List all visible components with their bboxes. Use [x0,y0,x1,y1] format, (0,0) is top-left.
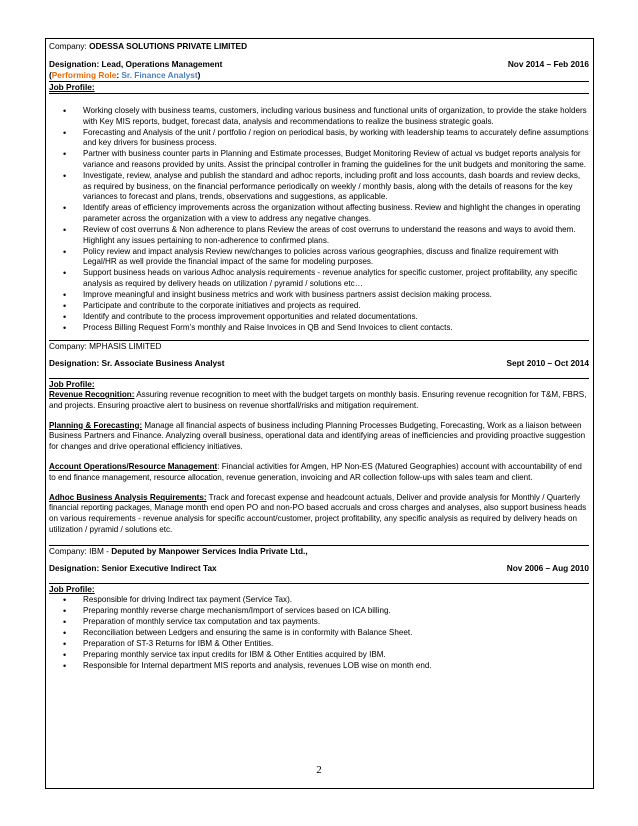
list-item: • Reconciliation between Ledgers and ensuring the same is in conformity with Balance Sheet. [83,628,589,639]
bullet-list [49,106,589,334]
list-item: • Partner with business counter parts in Planning and Estimate processes, Budget Monitoring Review of actual vs budget reports analysis for variance and reasons provided by units. Assist the principal controller in framing the guidelines for the unit budgets and monitoring the same. [83,149,589,170]
bullet-list [49,595,589,672]
list-item: • Support business heads on various Adhoc analysis requirements - revenue analytics for specific customer, project profitability, any specific analysis as required by delivery heads on utilization / pyramid / solutions etc… [83,268,589,289]
list-item: • Preparation of monthly service tax computation and tax payments. [83,617,589,628]
divider [49,93,589,94]
paragraph-heading: Revenue Recognition: [49,389,135,399]
paragraph-heading: Adhoc Business Analysis Requirements: [49,492,207,502]
job-profile-heading: Job Profile: [49,82,95,92]
job-profile-heading: Job Profile: [49,378,95,389]
role-value: Sr. Finance Analyst [121,70,198,80]
experience-mphasis [49,340,589,536]
company-line [49,341,589,352]
company-line [49,41,589,52]
dates: Nov 2014 – Feb 2016 [507,59,589,69]
company-label: Company: IBM - [49,545,112,556]
list-item: • Identify areas of efficiency improvements across the organization without affecting business. Review and highlight the changes in operating parameter across the organization with a view to address any negative changes. [83,203,589,224]
list-item: • Working closely with business teams, customers, including various business and functional units of organization, to provide the stake holders with Key MIS reports, budget, forecast data, analysis and recommendations to realize the business strategic goals. [83,106,589,127]
list-item: • Improve meaningful and insight business metrics and work with business partners assist decision making process. [83,290,589,301]
experience-ibm [49,545,589,672]
designation-row [49,358,589,369]
designation-row [49,59,589,70]
list-item: • Identify and contribute to the process improvement opportunities and related documentations. [83,312,589,323]
company-line [49,546,589,557]
paragraph-revenue: Revenue Recognition: Assuring revenue recognition to meet with the budget targets on monthly basis. Ensuring revenue recognition for T&M, FBRS, and projects. Ensuring proactive alert to business on revenue shortfall/risks and mitigation requirement. [49,389,587,410]
designation-row [49,563,589,574]
designation: Designation: Lead, Operations Management [49,59,223,69]
list-item: • Preparation of ST-3 Returns for IBM & Other Entities. [83,639,589,650]
company-name: Deputed by Manpower Services India Private Ltd., [111,545,308,556]
list-item: • Preparing monthly service tax input credits for IBM & Other Entities acquired by IBM. [83,650,589,661]
company-name: : MPHASIS LIMITED [84,340,162,351]
experience-odessa [49,41,589,334]
dates: Nov 2006 – Aug 2010 [506,562,589,573]
list-item: • Process Billing Request Form’s monthly and Raise Invoices in QB and Send Invoices to client contacts. [83,323,589,334]
list-item: • Investigate, review, analyse and publish the standard and adhoc reports, including profit and loss accounts, dash boards and review decks, as required by business, on the financial performance periodically on weekly / monthly basis, along with the details of reasons for the key variances to forecast and plans, trends, observations and suggestions, as applicable. [83,171,589,203]
paragraph-adhoc: Adhoc Business Analysis Requirements: Track and forecast expense and headcount actuals, Deliver and provide analysis for Monthly / Quarterly financial reporting packages, Manage month end open PO and non-PO based accruals and cross charges and analyses, also support business heads on various requirements - revenue analysis for specific account/customer, project profitability, any specific analysis as required by delivery heads on utilization / pyramid / solutions etc. [49,492,587,534]
paragraph-heading: Planning & Forecasting: [49,420,143,430]
page-number: 2 [316,764,322,776]
list-item: • Responsible for driving Indirect tax payment (Service Tax). [83,595,589,606]
designation: Designation: Sr. Associate Business Analyst [49,357,225,368]
resume-page [49,41,589,672]
company-label: Company: [49,41,90,51]
designation: Designation: Senior Executive Indirect Tax [49,562,217,573]
list-item: • Policy review and impact analysis Review new/changes to policies across various geographies, discuss and finalize requirement with Legal/HR as well provide the financial impact of the same for modeling purposes. [83,247,589,268]
company-label: Company [49,340,85,351]
paragraph-planning: Planning & Forecasting: Manage all financial aspects of business including Planning Processes Budgeting, Forecasting, Work as a liaison between Business Partners and Finance. Analyzing overall business, operational data and identifying areas of inefficiencies and providing proactive suggestion for changes and drive operational efficiency initiatives. [49,420,586,452]
list-item: • Preparing monthly reverse charge mechanism/Import of services based on ICA billing. [83,606,589,617]
paragraph-heading: Account Operations/Resource Management [49,461,218,471]
performing-role: (Performing Role: Sr. Finance Analyst) [49,70,201,80]
list-item: • Review of cost overruns & Non adherence to plans Review the areas of cost overruns to understand the reasons and ways to avoid them. Highlight any issues pertaining to non-adherence to confirmed plans. [83,225,589,246]
job-profile-heading: Job Profile: [49,583,95,594]
list-item: • Responsible for Internal department MIS reports and analysis, revenues LOB wise on month end. [83,661,589,672]
role-label: Performing Role [51,70,117,80]
paragraph-account-ops: Account Operations/Resource Management: Financial activities for Amgen, HP Non-ES (Matured Geographies) account with accountability of end to end finance management, resource allocation, revenue generation, invoicing and AR collection follow-ups with sales team and client. [49,461,582,482]
list-item: • Forecasting and Analysis of the unit / portfolio / region on periodical basis, by working with leadership teams to accurately define assumptions and key drivers for business process. [83,128,589,149]
company-name: ODESSA SOLUTIONS PRIVATE LIMITED [89,41,248,51]
list-item: • Participate and contribute to the corporate initiatives and projects as required. [83,301,589,312]
dates: Sept 2010 – Oct 2014 [506,357,589,368]
